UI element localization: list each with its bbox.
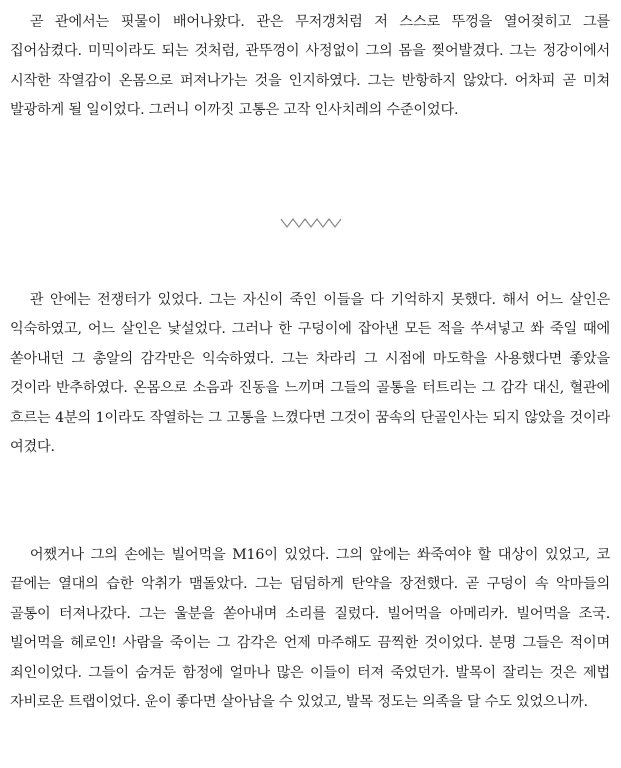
zigzag-divider-icon <box>280 215 342 229</box>
body-paragraph-2: 관 안에는 전쟁터가 있었다. 그는 자신이 죽인 이들을 다 기억하지 못했다. 해서 어느 살인은 익숙하였고, 어느 살인은 낯설었다. 그러나 한 구덩이에 잡아낸 모든 적을 쑤셔넣고 쏴 죽일 때에 쏟아내던 그 총알의 감각만은 익숙하였다. 그는 차라리 그 시점에 마도학을 사용했다면 좋았을 것이라 반추하였다. 온몸으로 소음과 진동을 느끼며 그들의 골통을 터트리는 그 감각 대신, 혈관에 흐르는 4분의 1이라도 작열하는 그 고통을 느꼈다면 그것이 꿈속의 단골인사는 되지 않았을 것이라 여겼다. <box>10 292 610 456</box>
body-paragraph-3: 어쨌거나 그의 손에는 빌어먹을 M16이 있었다. 그의 앞에는 쏴죽여야 할 대상이 있었고, 코 끝에는 열대의 습한 악취가 맴돌았다. 그는 덤덤하게 탄약을 장전했다. 곧 구덩이 속 악마들의 골통이 터져나갔다. 그는 울분을 쏟아내며 소리를 질렀다. 빌어먹을 아메리카. 빌어먹을 조국. 빌어먹을 헤로인! 사람을 죽이는 그 감각은 언제 마주해도 끔찍한 것이었다. 분명 그들은 적이며 죄인이었다. 그들이 숨겨둔 함정에 얼마나 많은 이들이 터져 죽었던가. 발목이 잘리는 것은 제법 자비로운 트랩이었다. 운이 좋다면 살아남을 수 있었고, 발목 정도는 의족을 달 수도 있었으니까. <box>10 547 610 711</box>
body-paragraph-1: 곧 관에서는 핏물이 배어나왔다. 관은 무저갱처럼 저 스스로 뚜껑을 열어젖히고 그를 집어삼켰다. 미믹이라도 되는 것처럼, 관뚜껑이 사정없이 그의 몸을 찢어발겼다. 그는 정강이에서 시작한 작열감이 온몸으로 퍼져나가는 것을 인지하였다. 그는 반항하지 않았다. 어차피 곧 미쳐 발광하게 될 일이었다. 그러니 이까짓 고통은 고작 인사치레의 수준이었다. <box>10 14 610 119</box>
zigzag-line <box>281 219 341 227</box>
